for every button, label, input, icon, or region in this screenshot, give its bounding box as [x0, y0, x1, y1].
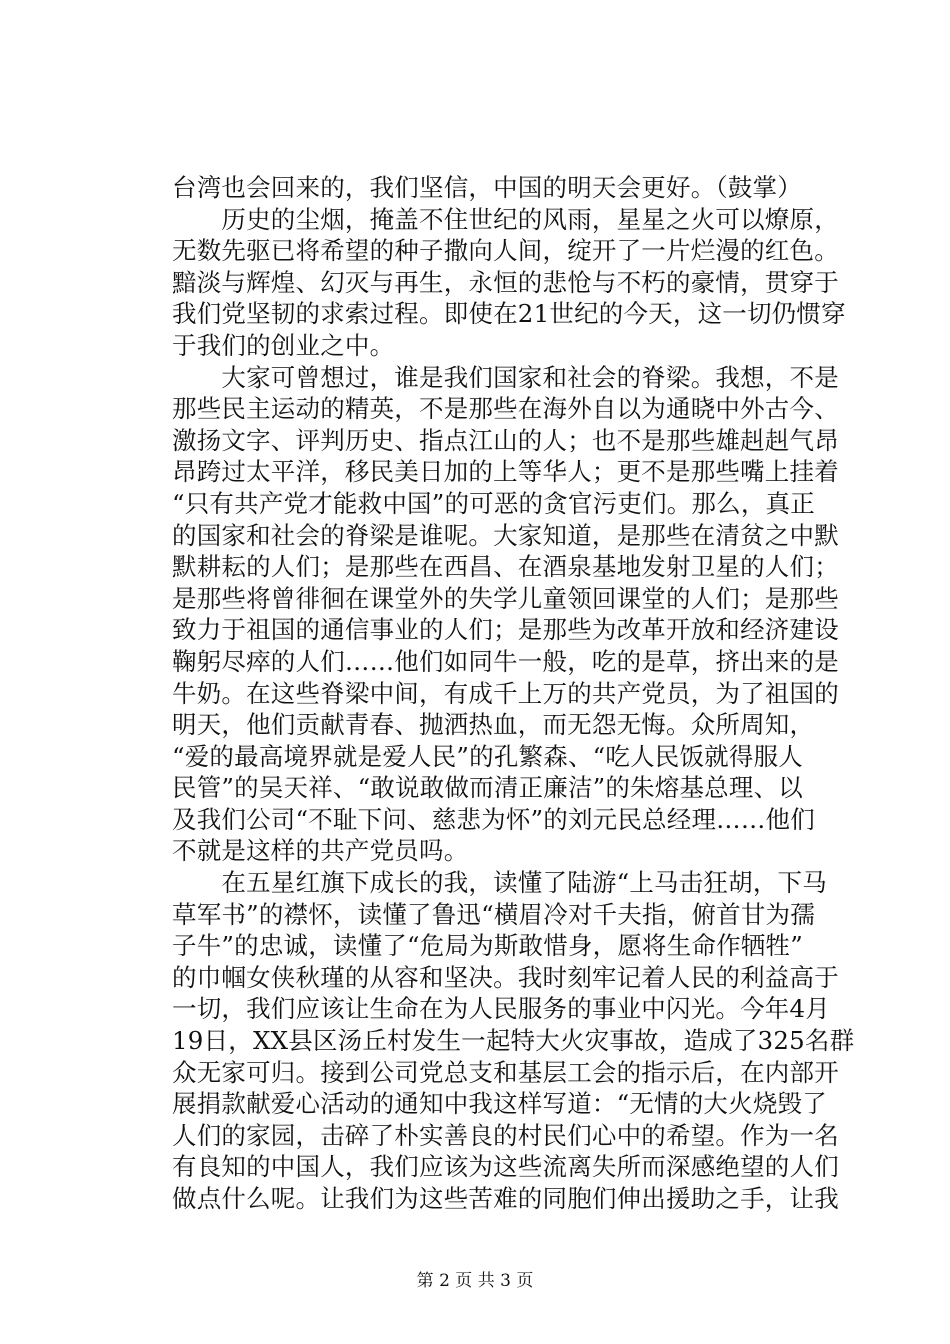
text-line: 牛奶。在这些脊梁中间，有成千上万的共产党员，为了祖国的 — [172, 678, 839, 708]
text-line: 致力于祖国的通信事业的人们；是那些为改革开放和经济建设 — [172, 615, 839, 645]
text-line: 19日，XX县区汤丘村发生一起特大火灾事故，造成了325名群 — [172, 1026, 855, 1056]
text-line: 默耕耘的人们；是那些在西昌、在酒泉基地发射卫星的人们； — [172, 552, 839, 582]
text-line: 鞠躬尽瘁的人们……他们如同牛一般，吃的是草，挤出来的是 — [172, 646, 839, 676]
text-line: 人们的家园，击碎了朴实善良的村民们心中的希望。作为一名 — [172, 1120, 839, 1150]
text-line: 黯淡与辉煌、幻灭与再生，永恒的悲怆与不朽的豪情，贯穿于 — [172, 267, 839, 297]
text-line: 大家可曾想过，谁是我们国家和社会的脊梁。我想，不是 — [172, 362, 839, 392]
text-line: 的巾帼女侠秋瑾的从容和坚决。我时刻牢记着人民的利益高于 — [172, 962, 839, 992]
text-line: 不就是这样的共产党员吗。 — [172, 836, 469, 866]
text-line: 那些民主运动的精英，不是那些在海外自以为通晓中外古今、 — [172, 394, 839, 424]
text-line: 民管”的吴天祥、“敢说敢做而清正廉洁”的朱熔基总理、以 — [172, 773, 803, 803]
text-line: 展捐款献爱心活动的通知中我这样写道：“无情的大火烧毁了 — [172, 1089, 827, 1119]
text-line: 众无家可归。接到公司党总支和基层工会的指示后，在内部开 — [172, 1057, 839, 1087]
document-body — [172, 172, 855, 1215]
text-line: “只有共产党才能救中国”的可恶的贪官污吏们。那么，真正 — [172, 488, 815, 518]
text-line: 历史的尘烟，掩盖不住世纪的风雨，星星之火可以燎原， — [172, 204, 839, 234]
text-line: 子牛”的忠诚，读懂了“危局为斯敢惜身，愿将生命作牺牲” — [172, 931, 803, 961]
text-line: 有良知的中国人，我们应该为这些流离失所而深感绝望的人们 — [172, 1152, 839, 1182]
text-line: 台湾也会回来的，我们坚信，中国的明天会更好。（鼓掌） — [172, 173, 802, 202]
text-line: 在五星红旗下成长的我，读懂了陆游“上马击狂胡，下马 — [172, 868, 827, 898]
page-number-footer: 第 2 页 共 3 页 — [416, 1271, 534, 1291]
text-line: 我们党坚韧的求索过程。即使在21世纪的今天，这一切仍惯穿 — [172, 299, 846, 329]
text-line: “爱的最高境界就是爱人民”的孔繁森、“吃人民饭就得服人 — [172, 741, 803, 771]
text-line: 于我们的创业之中。 — [172, 330, 395, 360]
text-line: 是那些将曾徘徊在课堂外的失学儿童领回课堂的人们；是那些 — [172, 583, 839, 613]
text-line: 无数先驱已将希望的种子撒向人间，绽开了一片烂漫的红色。 — [172, 236, 839, 266]
text-line: 一切，我们应该让生命在为人民服务的事业中闪光。今年4月 — [172, 994, 830, 1024]
text-line: 的国家和社会的脊梁是谁呢。大家知道，是那些在清贫之中默 — [172, 520, 839, 550]
text-line: 及我们公司“不耻下问、慈悲为怀”的刘元民总经理……他们 — [172, 804, 815, 834]
text-line: 明天，他们贡献青春、抛洒热血，而无怨无悔。众所周知， — [172, 710, 815, 740]
text-line: 激扬文字、评判历史、指点江山的人；也不是那些雄赳赳气昂 — [172, 425, 839, 455]
text-line: 昂跨过太平洋，移民美日加的上等华人；更不是那些嘴上挂着 — [172, 457, 839, 487]
text-line: 做点什么呢。让我们为这些苦难的同胞们伸出援助之手，让我 — [172, 1184, 839, 1213]
text-line: 草军书”的襟怀，读懂了鲁迅“横眉冷对千夫指，俯首甘为孺 — [172, 899, 815, 929]
